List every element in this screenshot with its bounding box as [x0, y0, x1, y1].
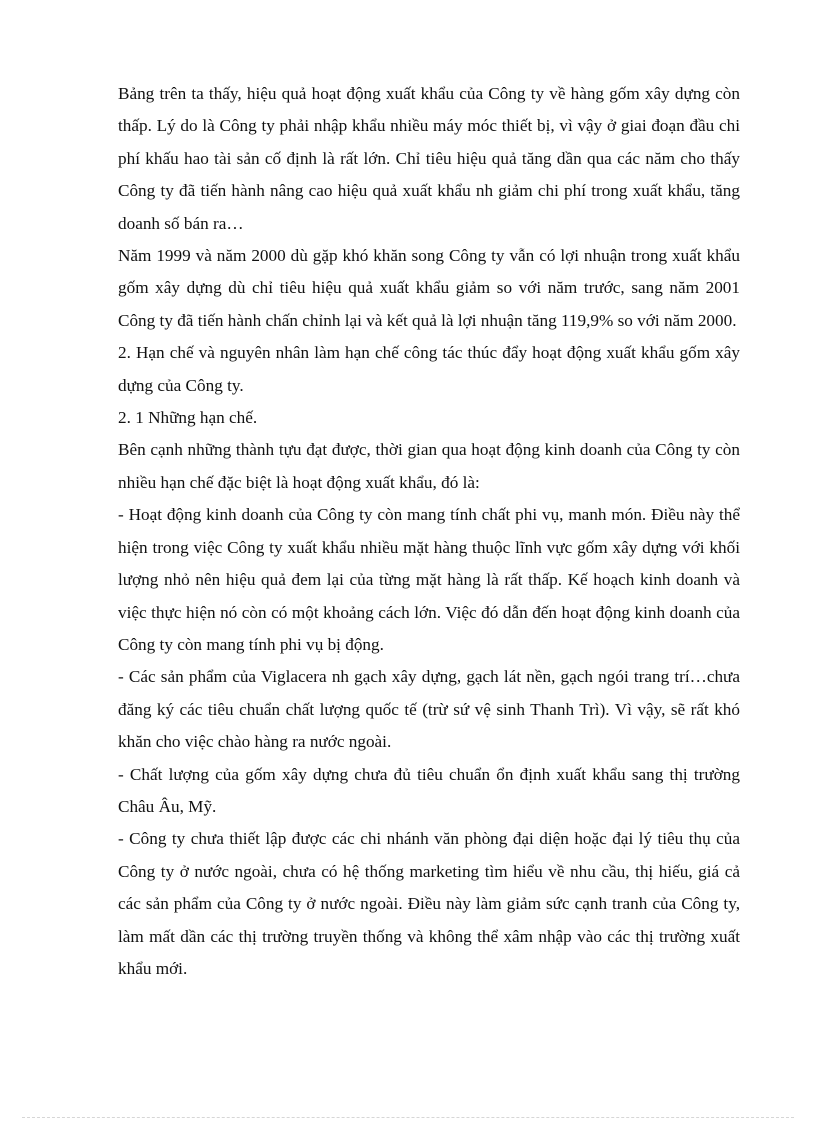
paragraph-efficiency-summary: Bảng trên ta thấy, hiệu quả hoạt động xuất khẩu của Công ty về hàng gốm xây dựng còn thấp. Lý do là Công ty phải nhập khẩu nhiều máy móc thiết bị, vì vậy ở giai đoạn đầu chi phí khấu hao tài sản cố định là rất lớn. Chỉ tiêu hiệu quả tăng dần qua các năm cho thấy Công ty đã tiến hành nâng cao hiệu quả xuất khẩu nh giảm chi phí trong xuất khẩu, tăng doanh số bán ra…: [118, 84, 740, 233]
list-item-limitation-2: - Các sản phẩm của Viglacera nh gạch xây dựng, gạch lát nền, gạch ngói trang trí…chưa đăng ký các tiêu chuẩn chất lượng quốc tế (trừ sứ vệ sinh Thanh Trì). Vì vậy, sẽ rất khó khăn cho việc chào hàng ra nước ngoài.: [118, 667, 740, 752]
page-bottom-divider: [22, 1117, 794, 1118]
subsection-heading-limitations: 2. 1 Những hạn chế.: [118, 408, 258, 428]
paragraph-limitations-intro: Bên cạnh những thành tựu đạt được, thời gian qua hoạt động kinh doanh của Công ty còn nhiều hạn chế đặc biệt là hoạt động xuất khẩu, đó là:: [118, 440, 740, 492]
document-page: [118, 78, 740, 985]
section-heading-limitations: 2. Hạn chế và nguyên nhân làm hạn chế công tác thúc đẩy hoạt động xuất khẩu gốm xây dựng của Công ty.: [118, 343, 740, 395]
list-item-limitation-3: - Chất lượng của gốm xây dựng chưa đủ tiêu chuẩn ổn định xuất khẩu sang thị trường Châu Âu, Mỹ.: [118, 764, 740, 816]
paragraph-profit-1999-2001: Năm 1999 và năm 2000 dù gặp khó khăn song Công ty vẫn có lợi nhuận trong xuất khẩu gốm xây dựng dù chỉ tiêu hiệu quả xuất khẩu giảm so với năm trước, sang năm 2001 Công ty đã tiến hành chấn chỉnh lại và kết quả là lợi nhuận tăng 119,9% so với năm 2000.: [118, 246, 740, 330]
list-item-limitation-1: - Hoạt động kinh doanh của Công ty còn mang tính chất phi vụ, manh món. Điều này thể hiện trong việc Công ty xuất khẩu nhiều mặt hàng thuộc lĩnh vực gốm xây dựng với khối lượng nhỏ nên hiệu quả đem lại của từng mặt hàng là rất thấp. Kế hoạch kinh doanh và việc thực hiện nó còn có một khoảng cách lớn. Việc đó dẫn đến hoạt động kinh doanh của Công ty còn mang tính phi vụ bị động.: [118, 505, 740, 654]
list-item-limitation-4: - Công ty chưa thiết lập được các chi nhánh văn phòng đại diện hoặc đại lý tiêu thụ của Công ty ở nước ngoài, chưa có hệ thống marketing tìm hiểu về nhu cầu, thị hiếu, giá cả các sản phẩm của Công ty ở nước ngoài. Điều này làm giảm sức cạnh tranh của Công ty, làm mất dần các thị trường truyền thống và không thể xâm nhập vào các thị trường xuất khẩu mới.: [118, 829, 740, 978]
